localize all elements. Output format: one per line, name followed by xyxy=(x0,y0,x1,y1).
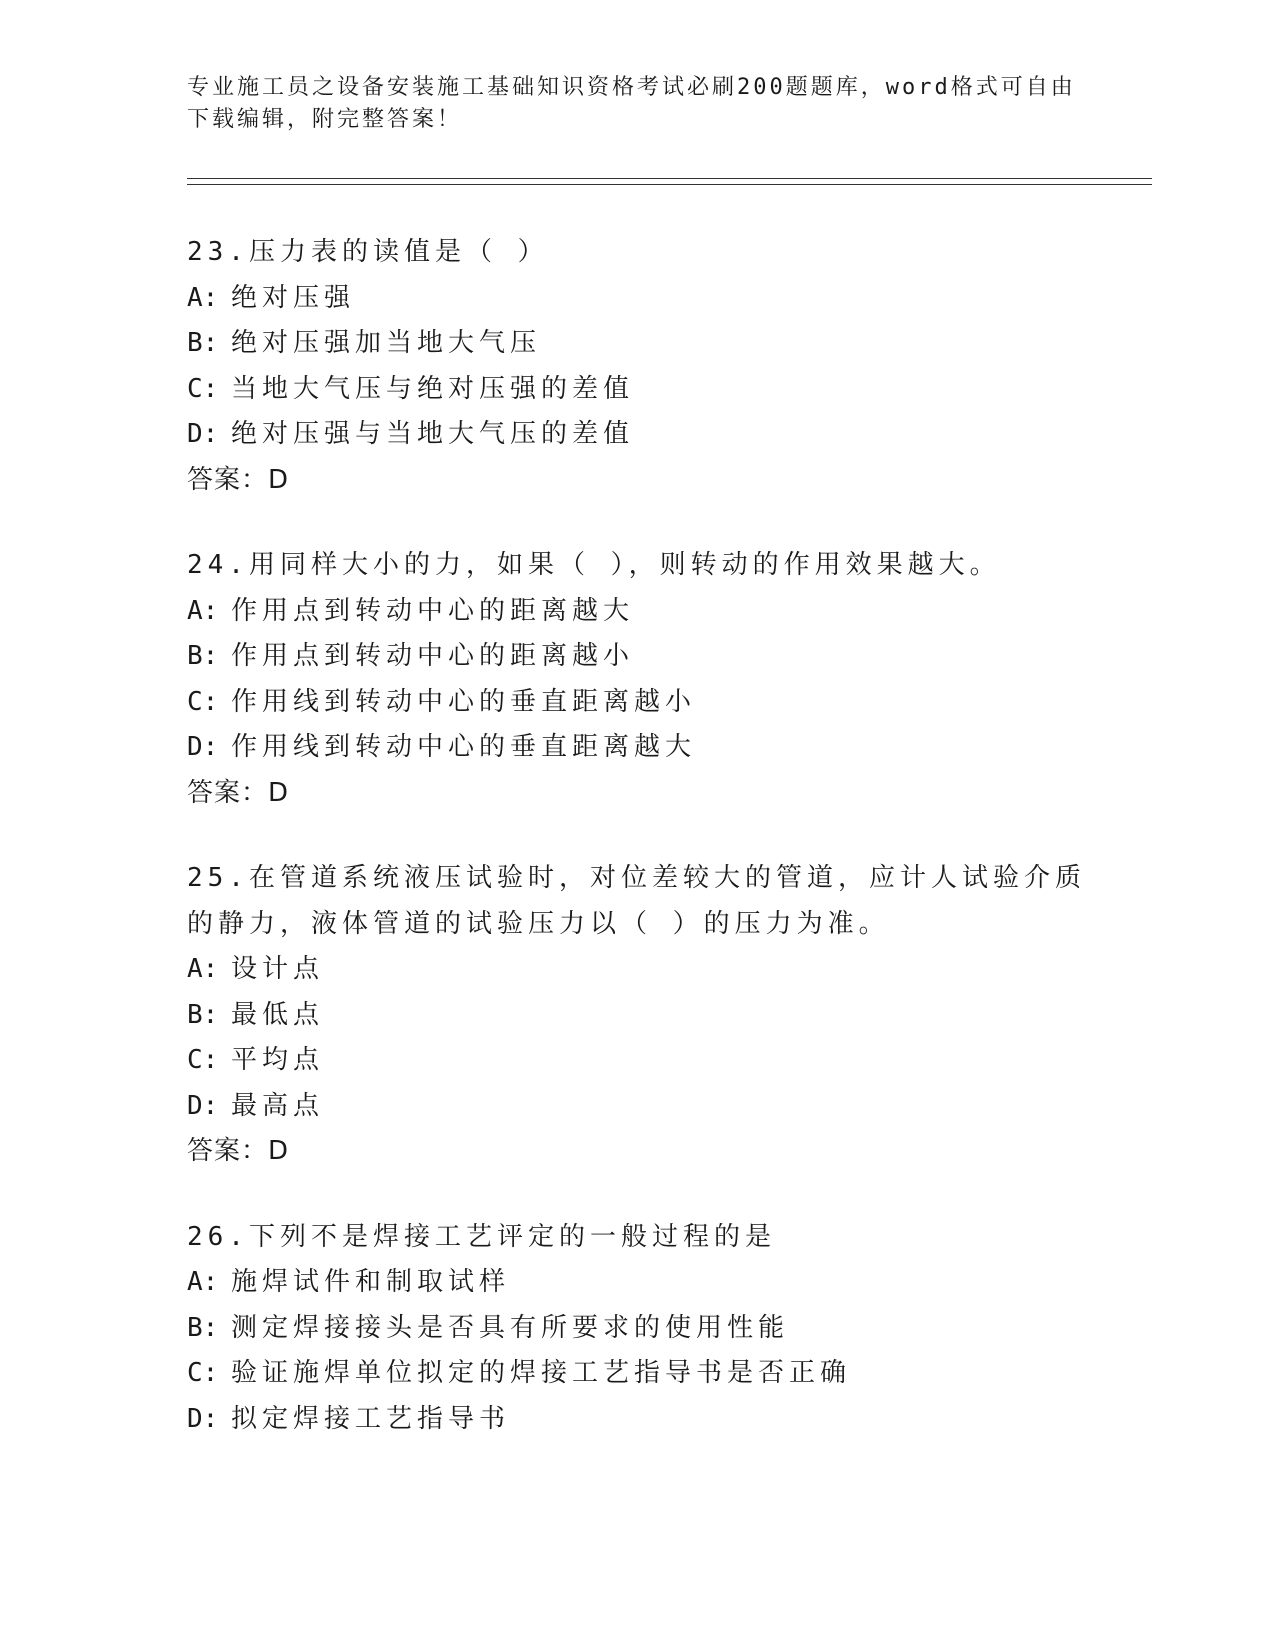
answer: 答案：D xyxy=(187,1136,290,1166)
question-stem: 26.下列不是焊接工艺评定的一般过程的是 xyxy=(187,1221,776,1252)
option-letter: D: xyxy=(187,1090,219,1121)
option-letter: C: xyxy=(187,686,219,717)
option-d xyxy=(187,1084,1087,1130)
option-d xyxy=(187,1397,1087,1443)
option-text: 当地大气压与绝对压强的差值 xyxy=(231,373,635,404)
option-text: 作用点到转动中心的距离越大 xyxy=(231,595,635,626)
option-text: 测定焊接接头是否具有所要求的使用性能 xyxy=(231,1312,790,1343)
option-text: 拟定焊接工艺指导书 xyxy=(231,1403,511,1434)
answer: 答案：D xyxy=(187,464,290,495)
option-b xyxy=(187,1306,1087,1352)
option-text: 作用线到转动中心的垂直距离越大 xyxy=(231,732,697,762)
option-text: 平均点 xyxy=(231,1045,325,1075)
option-letter: A: xyxy=(187,1267,219,1297)
document-header: 专业施工员之设备安装施工基础知识资格考试必刷200题题库，word格式可自由下载编辑，附完整答案！ xyxy=(187,75,1076,132)
option-d xyxy=(187,412,1087,458)
question-stem: 24.用同样大小的力，如果（ ），则转动的作用效果越大。 xyxy=(187,550,1001,580)
option-letter: D: xyxy=(187,419,219,449)
option-text: 绝对压强 xyxy=(231,282,356,313)
option-letter: A: xyxy=(187,282,219,313)
option-letter: B: xyxy=(187,328,219,358)
option-b xyxy=(187,634,1087,680)
option-letter: B: xyxy=(187,641,219,671)
question-list xyxy=(187,230,1087,1482)
header-divider xyxy=(187,178,1152,185)
option-c xyxy=(187,680,1087,726)
option-text: 验证施焊单位拟定的焊接工艺指导书是否正确 xyxy=(231,1358,852,1388)
question-23 xyxy=(187,230,1087,503)
option-letter: B: xyxy=(187,999,219,1030)
question-26 xyxy=(187,1215,1087,1443)
option-text: 最低点 xyxy=(231,999,325,1030)
option-text: 作用线到转动中心的垂直距离越小 xyxy=(231,686,697,717)
option-text: 设计点 xyxy=(231,954,325,984)
option-c xyxy=(187,1351,1087,1397)
option-letter: A: xyxy=(187,595,219,626)
option-a xyxy=(187,947,1087,993)
option-c xyxy=(187,367,1087,413)
question-stem: 25.在管道系统液压试验时，对位差较大的管道，应计人试验介质的静力，液体管道的试验压力以（ ）的压力为准。 xyxy=(187,863,1086,939)
option-d xyxy=(187,725,1087,771)
option-b xyxy=(187,321,1087,367)
option-a xyxy=(187,276,1087,322)
option-b xyxy=(187,993,1087,1039)
question-24 xyxy=(187,543,1087,816)
option-letter: C: xyxy=(187,1358,219,1388)
option-letter: D: xyxy=(187,1403,219,1434)
option-letter: D: xyxy=(187,732,219,762)
option-a xyxy=(187,589,1087,635)
option-text: 绝对压强加当地大气压 xyxy=(231,328,542,358)
option-letter: B: xyxy=(187,1312,219,1343)
option-c xyxy=(187,1038,1087,1084)
option-text: 作用点到转动中心的距离越小 xyxy=(231,641,635,671)
question-stem: 23.压力表的读值是（ ） xyxy=(187,237,549,267)
option-text: 最高点 xyxy=(231,1090,325,1121)
question-25 xyxy=(187,856,1087,1175)
answer: 答案：D xyxy=(187,777,290,808)
option-text: 绝对压强与当地大气压的差值 xyxy=(231,419,635,449)
option-letter: A: xyxy=(187,954,219,984)
option-a xyxy=(187,1260,1087,1306)
option-text: 施焊试件和制取试样 xyxy=(231,1267,511,1297)
option-letter: C: xyxy=(187,373,219,404)
option-letter: C: xyxy=(187,1045,219,1075)
